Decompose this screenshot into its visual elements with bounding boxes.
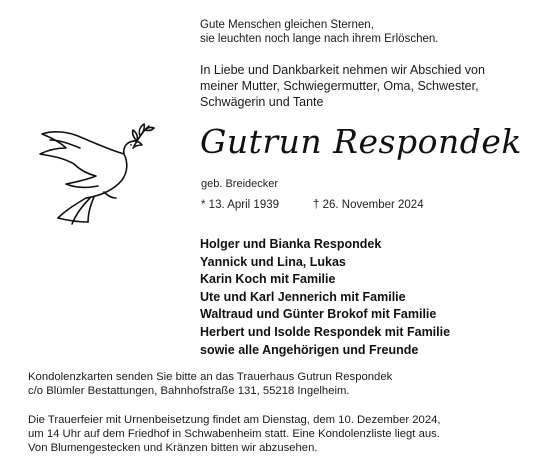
deceased-name: Gutrun Respondek [200,122,522,161]
funeral-note [28,413,441,455]
mourner-entry: Waltraud und Günter Brokof mit Familie [200,307,437,322]
mourners-list [200,236,450,359]
life-dates [201,198,424,212]
intro-line: Schwägerin und Tante [200,95,324,109]
funeral-line: Die Trauerfeier mit Urnenbeisetzung findet am Dienstag, dem 10. Dezember 2024, [28,414,441,426]
intro-line: meiner Mutter, Schwiegermutter, Oma, Schwester, [200,79,479,93]
condolence-line: c/o Blümler Bestattungen, Bahnhofstraße 131, 55218 Ingelheim. [28,385,350,397]
intro-line: In Liebe und Dankbarkeit nehmen wir Abschied von [200,63,485,77]
birth-date: * 13. April 1939 [201,199,280,211]
quote-line: Gute Menschen gleichen Sternen, [200,19,374,31]
mourner-entry: Herbert und Isolde Respondek mit Familie [200,324,451,339]
birth-name: geb. Breidecker [201,178,279,190]
mourner-entry: Holger und Bianka Respondek [200,237,382,251]
mourner-entry: Karin Koch mit Familie [200,272,336,287]
mourner-entry: Yannick und Lina, Lukas [200,254,346,269]
death-date: † 26. November 2024 [313,199,424,211]
quote-line: sie leuchten noch lange nach ihrem Erlöschen. [200,33,439,45]
dove-icon [30,118,160,228]
funeral-line: Von Blumengestecken und Kränzen bitten wir abzusehen. [28,442,318,454]
memorial-quote [200,18,438,46]
mourner-entry: sowie alle Angehörigen und Freunde [200,342,419,357]
mourner-entry: Ute und Karl Jennerich mit Familie [200,289,406,304]
funeral-line: um 14 Uhr auf dem Friedhof in Schwabenheim statt. Eine Kondolenzliste liegt aus. [28,428,440,440]
farewell-intro [200,62,485,110]
condolence-line: Kondolenzkarten senden Sie bitte an das Trauerhaus Gutrun Respondek [28,371,393,383]
condolence-note [28,370,392,398]
